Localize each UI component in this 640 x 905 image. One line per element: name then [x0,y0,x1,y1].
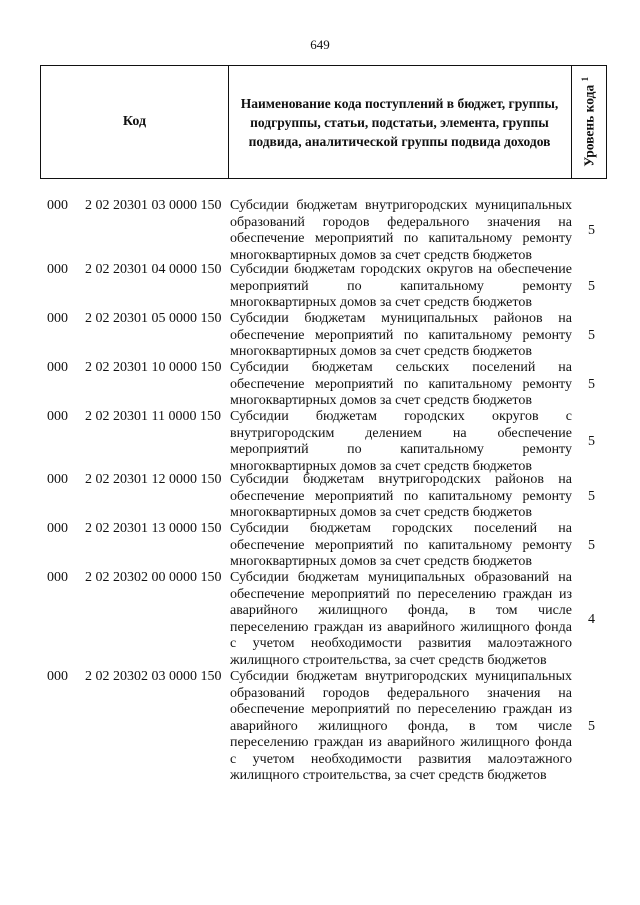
row-level: 5 [588,434,595,449]
row-description [230,472,572,522]
description-line: обеспечение мероприятий по капитальному ремонту [230,327,572,343]
description-line: Субсидии бюджетам муниципальных районов на [230,311,572,326]
table-header [40,65,607,179]
header-name: Наименование кода поступлений в бюджет, группы, подгруппы, статьи, подстатьи, элемента, группы подвида, аналитической группы подвида доходов [228,66,572,178]
description-line: Субсидии бюджетам городских поселений на [230,521,572,536]
description-line: многоквартирных домов за счет средств бюджетов [230,505,532,520]
row-description [230,669,572,785]
description-line: Субсидии бюджетам внутригородских районов на [230,472,572,487]
description-line: многоквартирных домов за счет средств бюджетов [230,554,532,569]
description-line: Субсидии бюджетам городских округов на обеспечение [230,262,572,277]
row-admin-code: 000 [47,570,68,585]
row-admin-code: 000 [47,472,68,487]
description-line: обеспечение мероприятий по капитальному ремонту [230,231,572,246]
row-description [230,262,572,312]
row-level: 5 [588,718,595,734]
row-description [230,198,572,264]
description-line: внутригородским делением на обеспечение [230,425,572,441]
header-code: Код [41,66,229,178]
row-admin-code: 000 [47,521,68,536]
row-admin-code: 000 [47,311,68,326]
description-line: с учетом необходимости развития малоэтажного [230,636,572,651]
description-line: образований городов федерального значения на [230,214,572,230]
row-description [230,409,572,475]
description-line: обеспечение мероприятий по переселению граждан из [230,702,572,717]
description-line: многоквартирных домов за счет средств бюджетов [230,295,532,310]
row-description [230,360,572,410]
description-line: образований городов федерального значения на [230,685,572,701]
description-line: Субсидии бюджетам муниципальных образований на [230,570,572,585]
row-revenue-code: 2 02 20301 10 0000 150 [85,360,222,375]
header-level [572,66,606,178]
row-admin-code: 000 [47,669,68,684]
row-level: 4 [588,611,595,627]
row-level: 5 [588,376,595,392]
description-line: обеспечение мероприятий по переселению граждан из [230,586,572,602]
description-line: обеспечение мероприятий по капитальному ремонту [230,376,572,392]
row-admin-code: 000 [47,198,68,213]
description-line: обеспечение мероприятий по капитальному ремонту [230,537,572,553]
description-line: многоквартирных домов за счет средств бюджетов [230,247,532,263]
description-line: аварийного жилищного фонда, в том числе [230,603,572,618]
description-line: переселению граждан из аварийного жилищного фонда [230,619,572,635]
description-line: Субсидии бюджетам городских округов с [230,409,572,424]
row-level: 5 [588,537,595,553]
row-admin-code: 000 [47,262,68,277]
row-description [230,570,572,669]
description-line: аварийного жилищного фонда, в том числе [230,718,572,734]
row-revenue-code: 2 02 20301 03 0000 150 [85,198,222,213]
description-line: с учетом необходимости развития малоэтажного [230,751,572,767]
page-number: 649 [310,37,330,52]
row-revenue-code: 2 02 20301 05 0000 150 [85,311,222,326]
row-revenue-code: 2 02 20302 00 0000 150 [85,570,222,585]
row-level: 5 [588,327,595,343]
description-line: переселению граждан из аварийного жилищного фонда [230,735,572,750]
description-line: жилищного строительства, за счет средств бюджетов [230,768,547,783]
description-line: многоквартирных домов за счет средств бюджетов [230,393,532,408]
row-level: 5 [588,488,595,504]
row-revenue-code: 2 02 20301 13 0000 150 [85,521,222,536]
row-description [230,521,572,571]
row-admin-code: 000 [47,409,68,424]
row-revenue-code: 2 02 20301 11 0000 150 [85,409,221,424]
header-level-footnote: 1 [580,77,591,82]
row-revenue-code: 2 02 20301 04 0000 150 [85,262,222,277]
description-line: многоквартирных домов за счет средств бюджетов [230,458,532,474]
description-line: жилищного строительства, за счет средств бюджетов [230,652,547,668]
row-revenue-code: 2 02 20302 03 0000 150 [85,669,222,684]
description-line: мероприятий по капитальному ремонту [230,442,572,457]
row-revenue-code: 2 02 20301 12 0000 150 [85,472,222,487]
description-line: Субсидии бюджетам внутригородских муниципальных [230,198,572,213]
description-line: мероприятий по капитальному ремонту [230,278,572,294]
row-description [230,311,572,361]
description-line: Субсидии бюджетам сельских поселений на [230,360,572,375]
row-admin-code: 000 [47,360,68,375]
description-line: обеспечение мероприятий по капитальному ремонту [230,488,572,504]
description-line: многоквартирных домов за счет средств бюджетов [230,344,532,359]
row-level: 5 [588,278,595,294]
header-level-label: Уровень кода [581,85,597,167]
row-level: 5 [588,223,595,238]
description-line: Субсидии бюджетам внутригородских муниципальных [230,669,572,684]
